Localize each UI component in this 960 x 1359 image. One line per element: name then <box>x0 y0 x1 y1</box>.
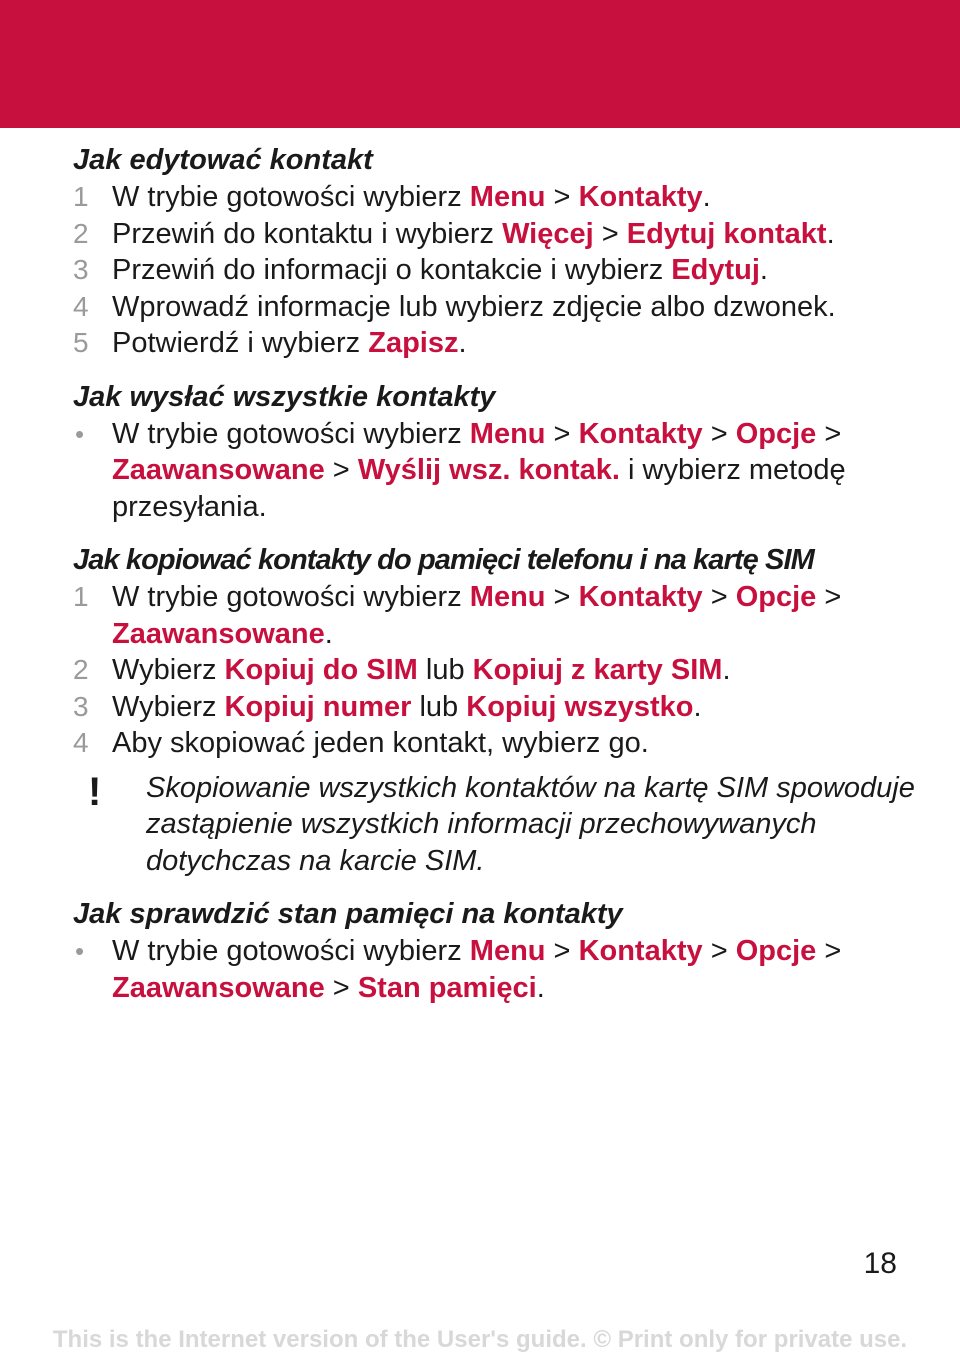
step-number: 3 <box>73 690 89 722</box>
step-text: > <box>324 454 358 486</box>
bullet-marker: • <box>75 418 85 449</box>
step-number: 3 <box>73 254 89 285</box>
menu-path-label: Kontakty <box>578 581 703 613</box>
menu-path-label: Edytuj <box>671 254 760 286</box>
step-number: 1 <box>73 181 89 212</box>
footer-notice: This is the Internet version of the User's guide. © Print only for private use. <box>52 1326 908 1353</box>
menu-path-label: Więcej <box>502 217 594 250</box>
menu-path-label: Zapisz <box>368 327 459 359</box>
step-number: 2 <box>73 217 89 249</box>
section <box>73 379 933 526</box>
bullet-marker: • <box>75 936 85 966</box>
section-heading: Jak edytować kontakt <box>73 144 373 176</box>
step-text: > <box>816 417 842 450</box>
step-number: 1 <box>73 581 89 612</box>
section-heading: Jak wysłać wszystkie kontakty <box>73 380 496 413</box>
step-item <box>73 216 933 253</box>
step-text: Wprowadź informacje lub wybierz zdjęcie albo dzwonek. <box>112 290 836 323</box>
menu-path-label: Wyślij wsz. kontak. <box>357 454 620 486</box>
menu-path-label: Opcje <box>735 417 817 450</box>
bullet-item <box>73 416 933 526</box>
step-text: . <box>759 254 768 286</box>
step-number: 4 <box>73 727 89 758</box>
step-text: lub <box>417 654 473 686</box>
menu-path-label: Kopiuj numer <box>224 690 412 723</box>
step-item <box>73 179 933 216</box>
menu-path-label: Kopiuj wszystko <box>466 690 694 723</box>
section-heading: Jak sprawdzić stan pamięci na kontakty <box>73 898 623 930</box>
step-text: . <box>826 217 835 250</box>
step-text: Aby skopiować jeden kontakt, wybierz go. <box>112 727 649 759</box>
menu-path-label: Opcje <box>735 581 817 613</box>
step-text: > <box>702 935 736 967</box>
step-item <box>73 652 933 689</box>
step-text: lub <box>411 690 467 723</box>
step-text: . <box>702 181 711 213</box>
step-text: > <box>324 971 358 1004</box>
step-item <box>73 725 933 762</box>
step-text: Potwierdź i wybierz <box>112 327 369 359</box>
step-item <box>73 289 933 326</box>
step-item <box>73 579 933 652</box>
menu-path-label: Stan pamięci <box>357 971 537 1004</box>
page-number: 18 <box>863 1247 897 1280</box>
step-text: > <box>545 181 579 213</box>
warning-text: Skopiowanie wszystkich kontaktów na kartę SIM spowoduje zastąpienie wszystkich informacji przechowywanych dotychczas na karcie SIM. <box>146 771 915 877</box>
step-text: . <box>324 617 333 650</box>
step-text: W trybie gotowości wybierz <box>112 935 470 967</box>
menu-path-label: Kontakty <box>578 417 703 450</box>
step-number: 2 <box>73 654 89 685</box>
step-item <box>73 252 933 289</box>
step-text: . <box>536 971 545 1004</box>
step-text: > <box>816 935 842 967</box>
step-item <box>73 325 933 362</box>
menu-path-label: Edytuj kontakt <box>626 217 827 250</box>
exclamation-icon: ! <box>88 769 102 814</box>
step-text: > <box>545 581 579 613</box>
step-text: . <box>722 654 731 686</box>
menu-path-label: Kontakty <box>578 181 703 213</box>
step-text: Przewiń do kontaktu i wybierz <box>112 217 503 250</box>
step-text: W trybie gotowości wybierz <box>112 417 470 450</box>
section <box>73 542 933 879</box>
menu-path-label: Kopiuj do SIM <box>224 654 418 686</box>
section <box>73 896 933 1006</box>
step-text: Wybierz <box>112 690 225 723</box>
step-number: 4 <box>73 290 89 322</box>
page-content <box>73 142 933 1023</box>
menu-path-label: Kopiuj z karty SIM <box>472 654 723 686</box>
step-text: Wybierz <box>112 654 225 686</box>
menu-path-label: Opcje <box>735 935 817 967</box>
menu-path-label: Menu <box>469 935 546 967</box>
step-text: i wybierz metodę przesyłania. <box>112 454 846 523</box>
menu-path-label: Menu <box>469 581 546 613</box>
step-text: > <box>702 417 736 450</box>
warning-note <box>73 770 933 880</box>
menu-path-label: Zaawansowane <box>112 617 325 650</box>
menu-path-label: Zaawansowane <box>112 971 325 1004</box>
step-text: > <box>545 417 579 450</box>
section-heading: Jak kopiować kontakty do pamięci telefonu i na kartę SIM <box>73 544 814 576</box>
section <box>73 142 933 362</box>
step-text: > <box>702 581 736 613</box>
header-bar <box>0 0 960 128</box>
step-text: > <box>816 581 842 613</box>
bullet-item <box>73 933 933 1006</box>
menu-path-label: Zaawansowane <box>112 454 325 486</box>
step-item <box>73 689 933 726</box>
step-text: > <box>593 217 627 250</box>
step-text: W trybie gotowości wybierz <box>112 581 470 613</box>
menu-path-label: Menu <box>469 417 546 450</box>
step-text: . <box>458 327 467 359</box>
step-text: . <box>693 690 702 723</box>
menu-path-label: Kontakty <box>578 935 703 967</box>
menu-path-label: Menu <box>469 181 546 213</box>
step-text: Przewiń do informacji o kontakcie i wybierz <box>112 254 672 286</box>
step-text: > <box>545 935 579 967</box>
step-number: 5 <box>73 327 89 358</box>
step-text: W trybie gotowości wybierz <box>112 181 470 213</box>
